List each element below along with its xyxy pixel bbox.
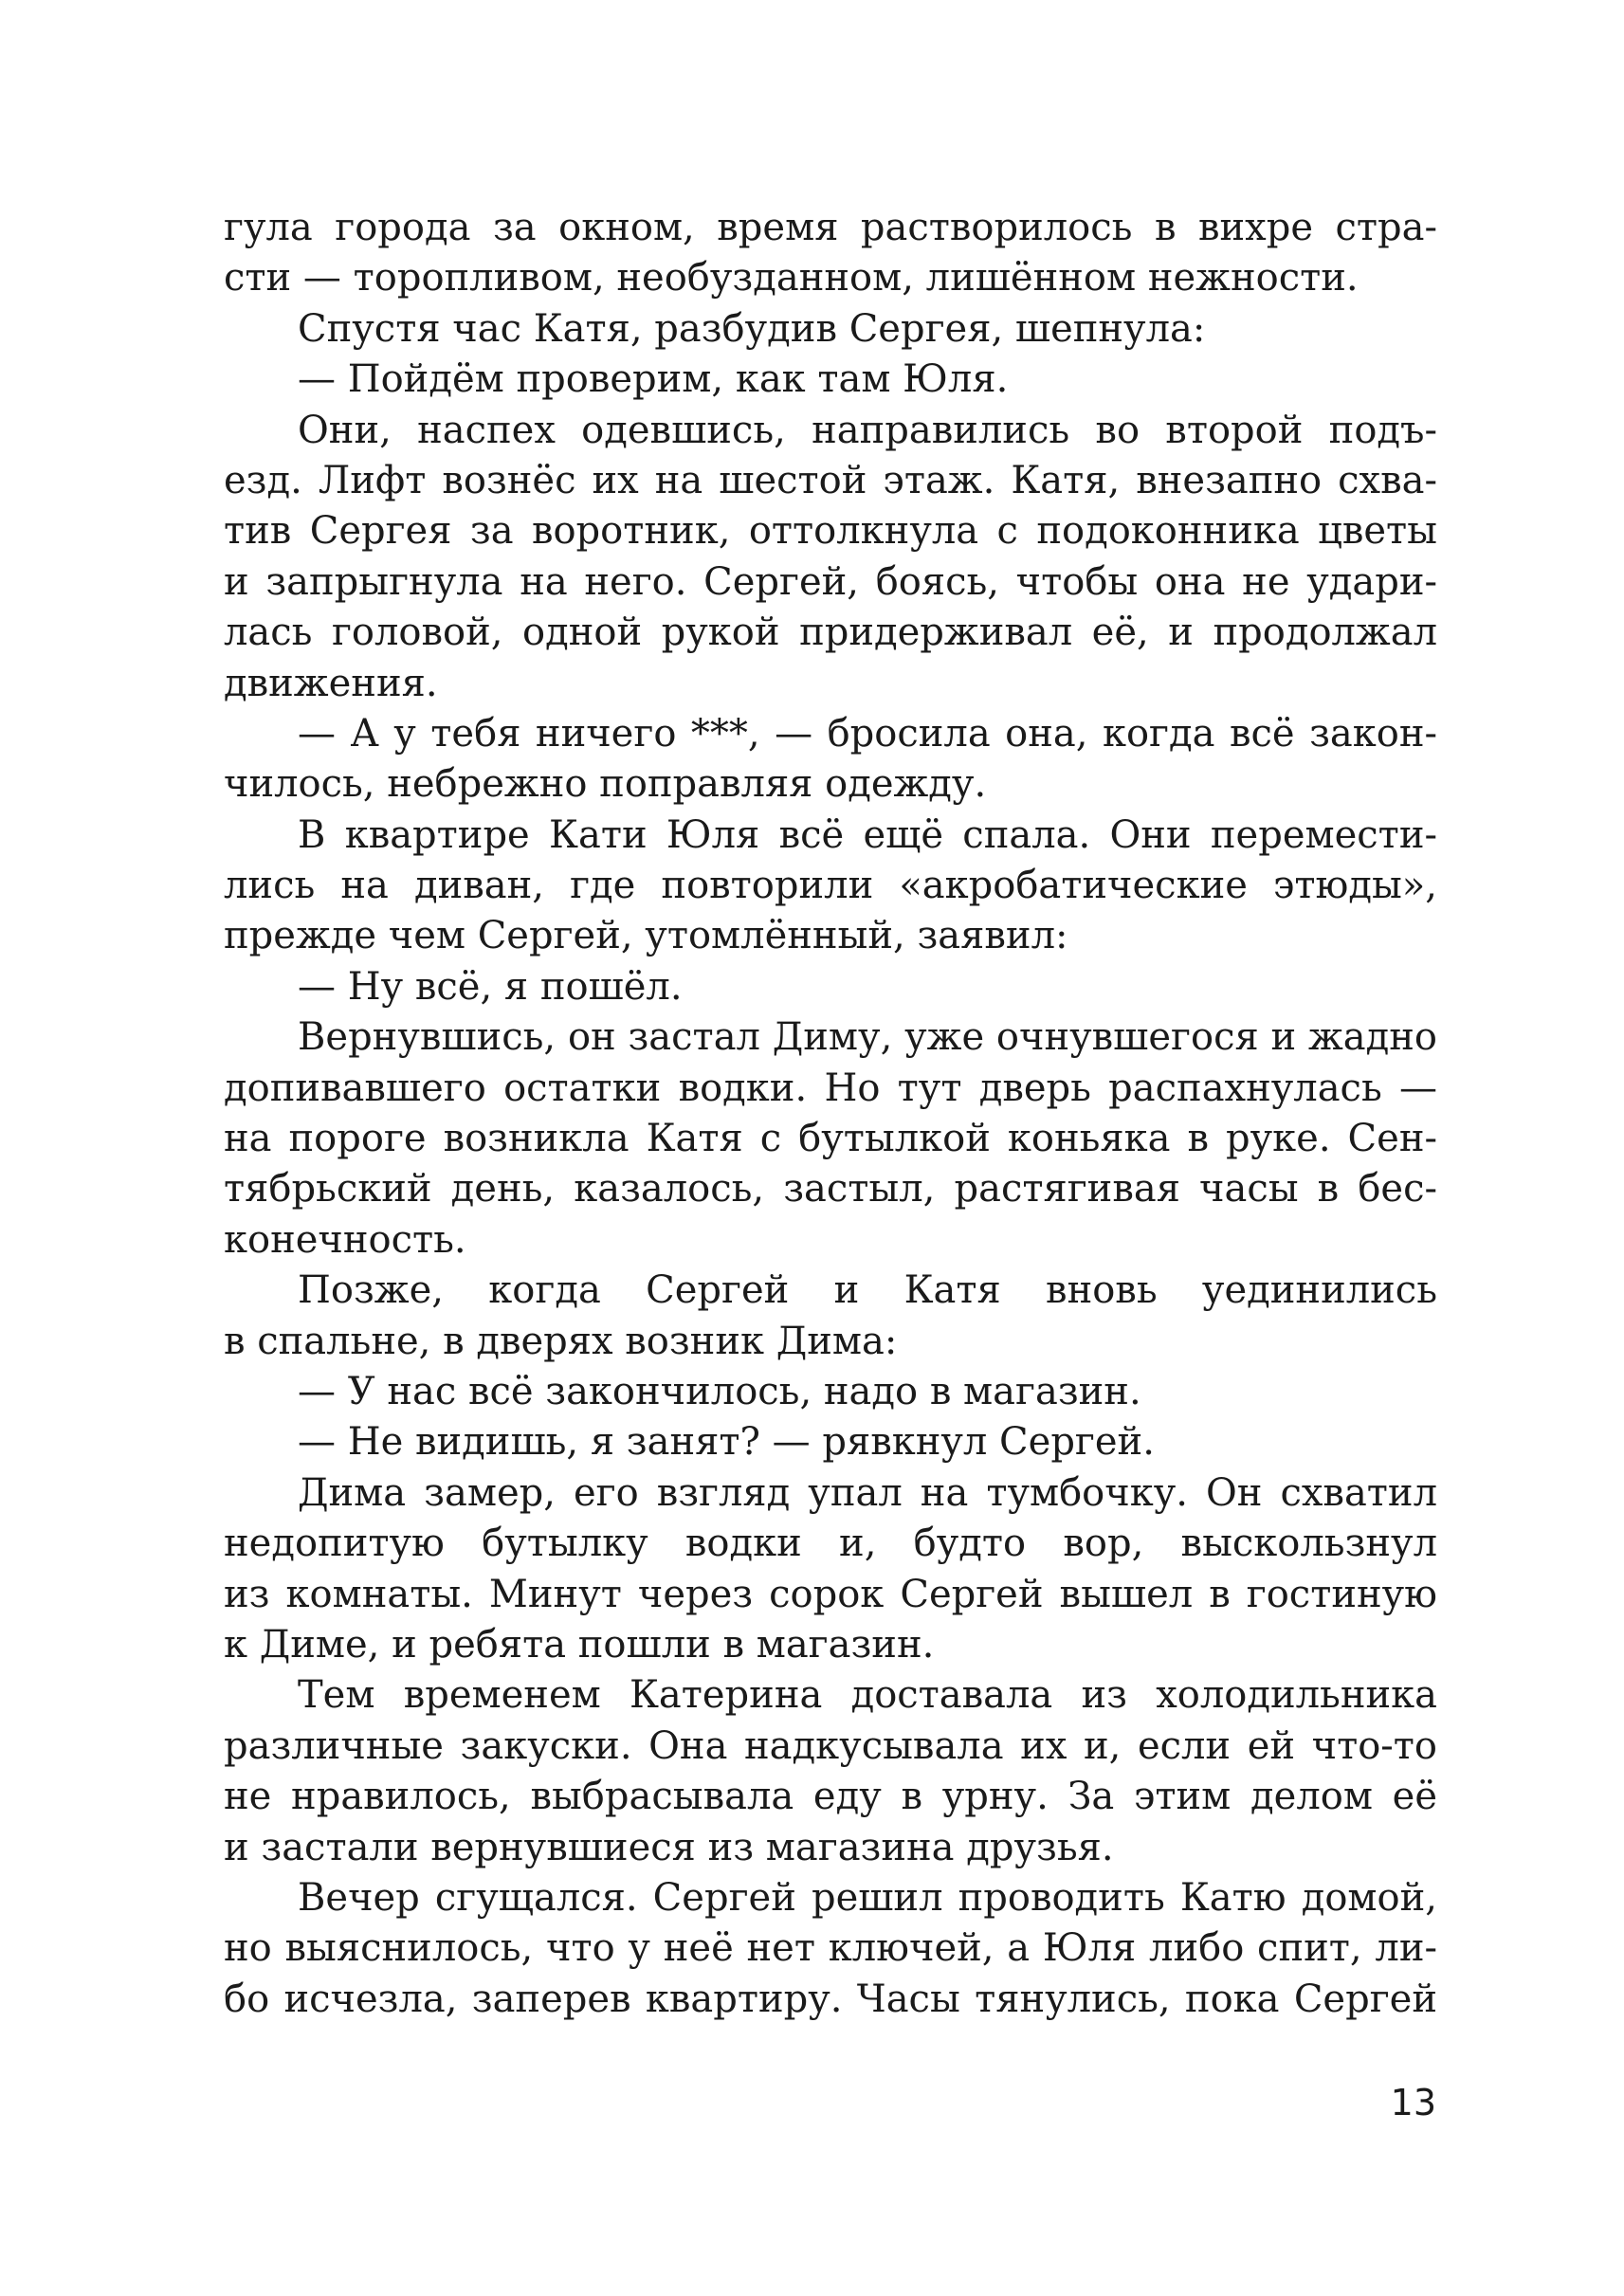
text-line: чилось, небрежно поправляя одежду.: [224, 762, 987, 807]
text-line: тив Сергея за воротник, оттолкнула с подоконника цветы: [224, 509, 1437, 554]
text-line: но выяснилось, что у неё нет ключей, а Юля либо спит, ли-: [224, 1926, 1437, 1971]
page-number: 13: [1390, 2082, 1436, 2123]
text-line: лась головой, одной рукой придерживал её, и продолжал: [224, 610, 1437, 655]
text-line: из комнаты. Минут через сорок Сергей вышел в гостиную: [224, 1572, 1437, 1616]
text-line: тябрьский день, казалось, застыл, растягивая часы в бес-: [224, 1167, 1437, 1212]
text-line: — А у тебя ничего ***, — бросила она, когда всё закон-: [298, 711, 1437, 756]
text-line: конечность.: [224, 1217, 466, 1262]
text-line: Тем временем Катерина доставала из холодильника: [298, 1673, 1437, 1718]
text-line: сти — торопливом, необузданном, лишённом нежности.: [224, 256, 1359, 301]
text-line: Они, наспех одевшись, направились во второй подъ-: [298, 408, 1437, 452]
text-line: недопитую бутылку водки и, будто вор, выскользнул: [224, 1522, 1437, 1566]
text-line: лись на диван, где повторили «акробатические этюды»,: [224, 864, 1437, 908]
text-line: Вернувшись, он застал Диму, уже очнувшегося и жадно: [298, 1015, 1437, 1060]
text-line: Дима замер, его взгляд упал на тумбочку. Он схватил: [298, 1470, 1437, 1515]
text-line: езд. Лифт вознёс их на шестой этаж. Катя, внезапно схва-: [224, 458, 1437, 502]
text-line: Позже, когда Сергей и Катя вновь уединились: [298, 1268, 1437, 1313]
text-line: бо исчезла, заперев квартиру. Часы тянулись, пока Сергей: [224, 1977, 1437, 2021]
text-line: движения.: [224, 661, 438, 705]
text-line: — Пойдём проверим, как там Юля.: [298, 357, 1009, 402]
text-line: к Диме, и ребята пошли в магазин.: [224, 1622, 935, 1667]
text-line: прежде чем Сергей, утомлённый, заявил:: [224, 914, 1068, 958]
text-line: Спустя час Катя, разбудив Сергея, шепнула:: [298, 306, 1206, 351]
body-text: [224, 203, 1437, 2025]
text-line: на пороге возникла Катя с бутылкой коньяка в руке. Сен-: [224, 1117, 1437, 1161]
text-line: и запрыгнула на него. Сергей, боясь, чтобы она не удари-: [224, 559, 1437, 604]
text-line: и застали вернувшиеся из магазина друзья.: [224, 1825, 1114, 1869]
text-line: — У нас всё закончилось, надо в магазин.: [298, 1369, 1141, 1413]
text-line: — Не видишь, я занят? — рявкнул Сергей.: [298, 1420, 1155, 1465]
text-line: — Ну всё, я пошёл.: [298, 964, 683, 1009]
text-line: Вечер сгущался. Сергей решил проводить Катю домой,: [298, 1875, 1437, 1920]
text-line: различные закуски. Она надкусывала их и, если ей что-то: [224, 1723, 1437, 1768]
text-line: допивавшего остатки водки. Но тут дверь распахнулась —: [224, 1066, 1437, 1110]
text-line: не нравилось, выбрасывала еду в урну. За этим делом её: [224, 1775, 1437, 1819]
text-line: в спальне, в дверях возник Дима:: [224, 1319, 898, 1363]
text-line: В квартире Кати Юля всё ещё спала. Они перемести-: [298, 812, 1437, 857]
text-line: гула города за окном, время растворилось в вихре стра-: [224, 206, 1437, 249]
